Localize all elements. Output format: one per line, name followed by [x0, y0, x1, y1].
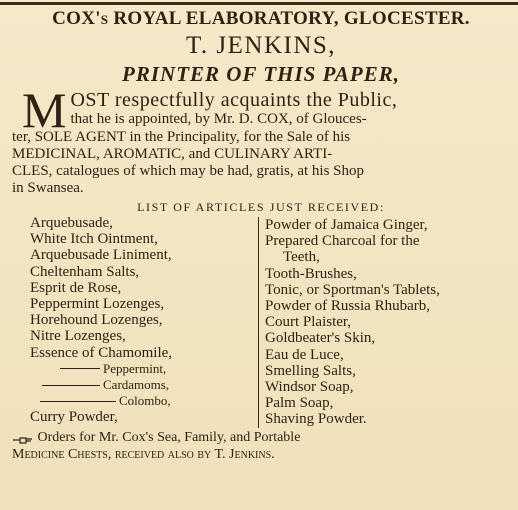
list-item — [30, 377, 258, 393]
list-item-text: Peppermint, — [103, 360, 167, 376]
list-item: Esprit de Rose, — [30, 279, 122, 296]
list-item: Court Plaister, — [265, 314, 352, 331]
articles-list — [12, 215, 510, 428]
ditto-rule — [40, 401, 116, 402]
footer-line-2: Medicine Chests, received also by T. Jenkins. — [12, 446, 275, 462]
notice-line: CLES, catalogues of which may be had, gratis, at his Shop — [12, 163, 365, 179]
list-item: Eau de Luce, — [265, 346, 344, 363]
ditto-rule — [42, 385, 100, 386]
drop-cap: M — [22, 82, 67, 138]
list-item: Palm Soap, — [265, 395, 334, 412]
list-item — [30, 393, 258, 409]
list-item: Goldbeater's Skin, — [265, 330, 376, 347]
heading-elaboratory: COX's ROYAL ELABORATORY, GLOCESTER. — [52, 8, 470, 29]
footer-line-1: Orders for Mr. Cox's Sea, Family, and Portable — [37, 429, 301, 445]
heading-jenkins: T. JENKINS, — [185, 32, 337, 59]
footer-notice — [12, 429, 510, 463]
articles-right-column — [258, 217, 510, 428]
list-item: Shaving Powder. — [265, 411, 367, 428]
list-item-text: Cardamoms, — [103, 377, 170, 393]
list-item: Prepared Charcoal for the — [265, 233, 420, 250]
list-item-text: Colombo, — [119, 393, 171, 409]
heading-printer: PRINTER OF THIS PAPER, — [122, 62, 400, 86]
list-item: Arquebusade Liniment, — [30, 247, 172, 264]
list-item: White Itch Ointment, — [30, 231, 158, 248]
list-item: Peppermint Lozenges, — [30, 296, 165, 313]
list-title: LIST OF ARTICLES JUST RECEIVED: — [137, 200, 385, 214]
list-item: Smelling Salts, — [265, 362, 356, 379]
list-item: Teeth, — [283, 249, 320, 266]
list-item: Essence of Chamomile, — [30, 344, 173, 361]
list-item: Tooth-Brushes, — [265, 265, 357, 282]
pointing-hand-icon — [12, 433, 34, 442]
notice-line: that he is appointed, by Mr. D. COX, of Glouces- — [70, 111, 367, 127]
list-item: Horehound Lozenges, — [30, 312, 163, 329]
list-item: Tonic, or Sportman's Tablets, — [265, 281, 440, 298]
ditto-rule — [60, 368, 100, 369]
list-item: Windsor Soap, — [265, 379, 354, 396]
list-item — [30, 361, 258, 377]
notice-line: OST respectfully acquaints the Public, — [70, 89, 398, 111]
notice-line: MEDICINAL, AROMATIC, and CULINARY ARTI- — [12, 146, 333, 162]
notice-line: in Swansea. — [12, 180, 84, 196]
list-item: Nitre Lozenges, — [30, 328, 126, 345]
footer-line — [12, 429, 510, 446]
notice-line: ter, SOLE AGENT in the Principality, for the Sale of his — [12, 129, 351, 145]
list-item: Powder of Jamaica Ginger, — [265, 217, 428, 233]
list-item: Curry Powder, — [30, 409, 118, 426]
list-item: Cheltenham Salts, — [30, 263, 140, 280]
top-rule — [0, 2, 518, 5]
articles-left-column — [12, 215, 258, 428]
list-item: Powder of Russia Rhubarb, — [265, 298, 430, 315]
notice-paragraph — [12, 82, 510, 197]
list-item: Arquebusade, — [30, 215, 113, 231]
